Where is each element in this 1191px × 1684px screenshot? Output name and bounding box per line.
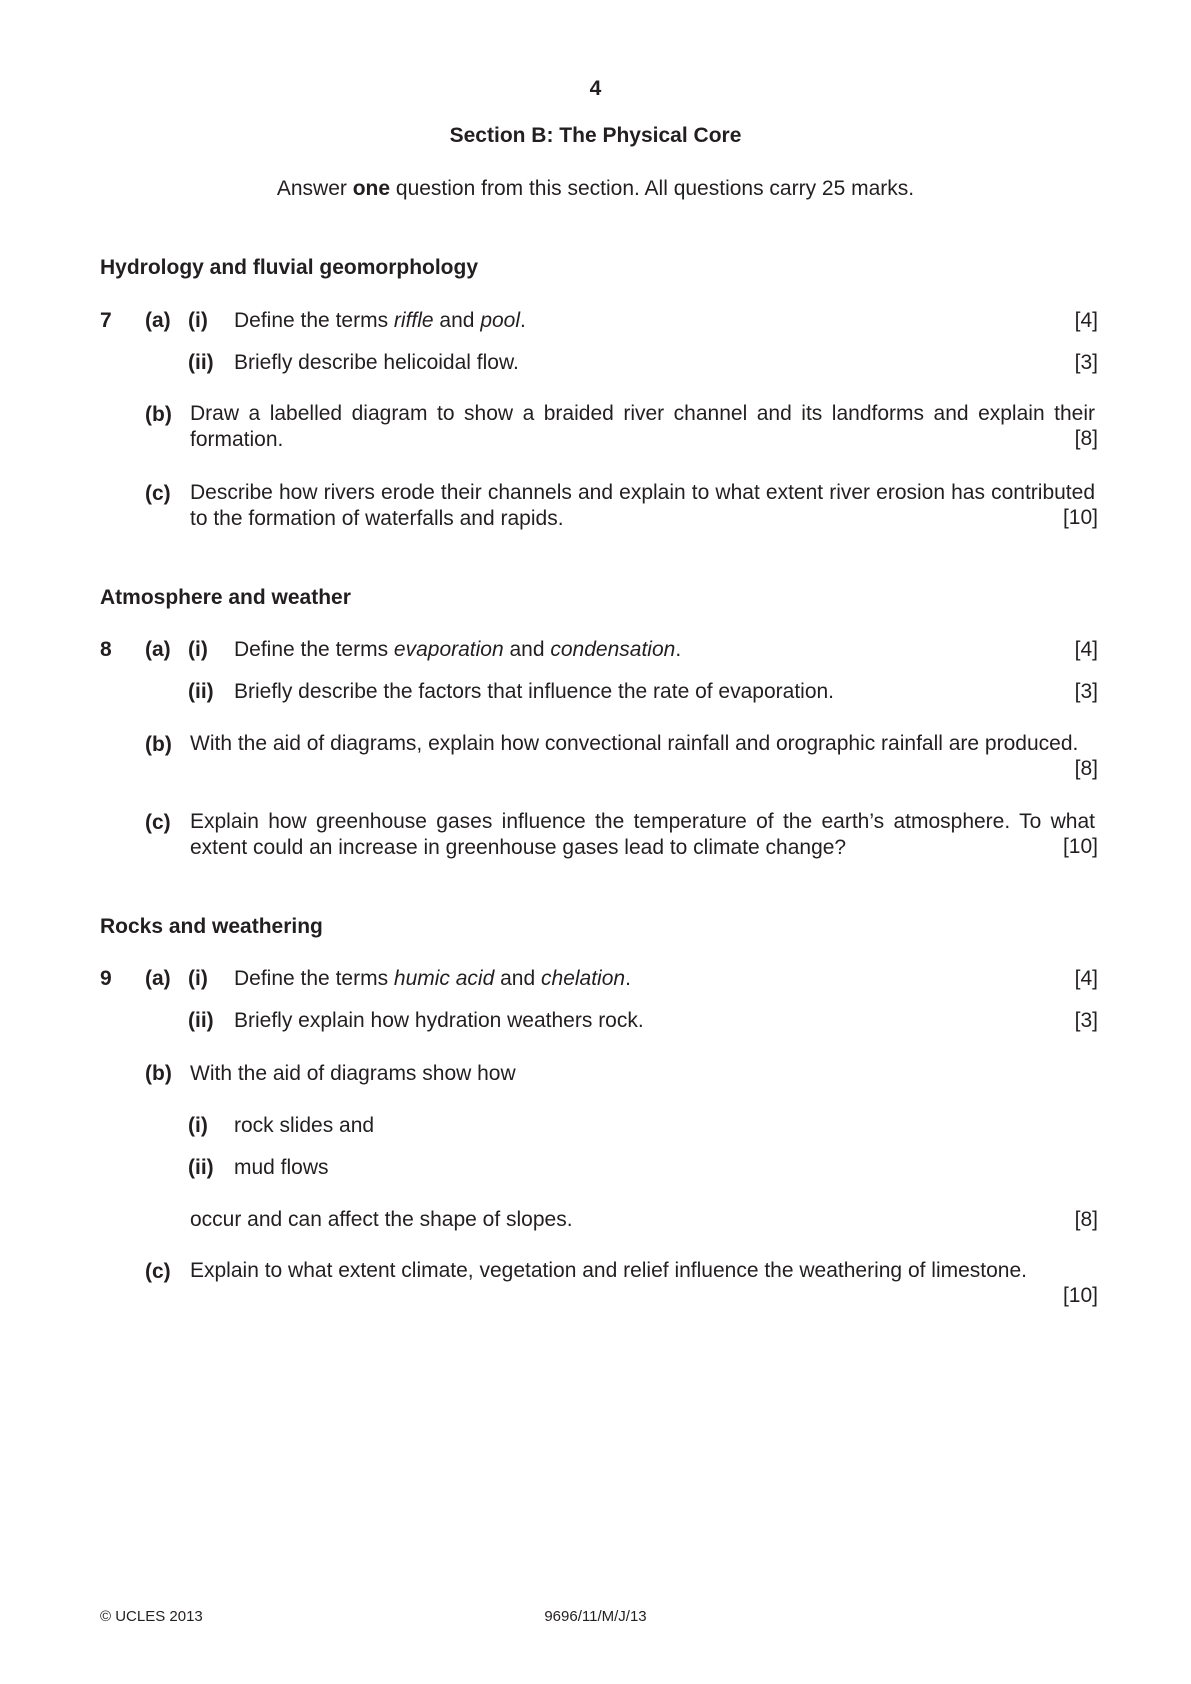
text-run: Define the terms xyxy=(234,309,394,332)
subpart-label: (i) xyxy=(188,967,208,990)
subpart-label: (i) xyxy=(188,638,208,661)
subpart-label: (i) xyxy=(188,309,208,332)
text-run: and xyxy=(494,967,542,990)
mark-allocation: [8] xyxy=(1074,427,1098,450)
question-text: Describe how rivers erode their channels and explain to what extent river erosion has contributed to the formation of waterfalls and rapids. xyxy=(190,481,1095,530)
section-instruction xyxy=(0,177,1191,201)
mark-allocation: [3] xyxy=(1074,351,1098,374)
question-text xyxy=(234,309,526,333)
mark-allocation: [8] xyxy=(1074,757,1098,780)
part-label: (a) xyxy=(145,967,171,990)
question-text: Draw a labelled diagram to show a braided river channel and its landforms and explain their formation. xyxy=(190,402,1095,451)
part-label: (c) xyxy=(145,482,171,505)
question-text xyxy=(234,638,681,662)
text-run: Define the terms xyxy=(234,967,394,990)
mark-allocation: [3] xyxy=(1074,1009,1098,1032)
mark-allocation: [4] xyxy=(1074,967,1098,990)
question-text: Explain to what extent climate, vegetation and relief influence the weathering of limestone. xyxy=(190,1259,1027,1282)
question-text: Briefly describe helicoidal flow. xyxy=(234,351,519,374)
mark-allocation: [4] xyxy=(1074,309,1098,332)
question-text: occur and can affect the shape of slopes. xyxy=(190,1208,573,1231)
question-text: With the aid of diagrams, explain how convectional rainfall and orographic rainfall are produced. xyxy=(190,732,1079,755)
subpart-label: (ii) xyxy=(188,351,214,374)
question-text: Explain how greenhouse gases influence the temperature of the earth’s atmosphere. To what extent could an increase in greenhouse gases lead to climate change? xyxy=(190,810,1095,859)
question-number: 7 xyxy=(100,309,112,332)
question-text xyxy=(234,967,631,991)
subpart-label: (ii) xyxy=(188,680,214,703)
list-item: rock slides and xyxy=(234,1114,375,1137)
mark-allocation: [3] xyxy=(1074,680,1098,703)
mark-allocation: [8] xyxy=(1074,1208,1098,1231)
part-label: (c) xyxy=(145,1260,171,1283)
topic-heading: Atmosphere and weather xyxy=(100,586,351,609)
term: evaporation xyxy=(393,638,504,661)
topic-heading: Hydrology and fluvial geomorphology xyxy=(100,256,479,279)
subpart-label: (i) xyxy=(188,1114,208,1137)
term: riffle xyxy=(393,309,434,332)
topic-heading: Rocks and weathering xyxy=(100,915,323,938)
term: pool xyxy=(480,309,521,332)
text-run: and xyxy=(433,309,481,332)
text-run: . xyxy=(675,638,682,661)
section-title: Section B: The Physical Core xyxy=(449,124,742,147)
question-number: 9 xyxy=(100,967,112,990)
mark-allocation: [4] xyxy=(1074,638,1098,661)
question-text: Briefly explain how hydration weathers rock. xyxy=(234,1009,644,1032)
mark-allocation: [10] xyxy=(1062,506,1098,529)
list-item: mud flows xyxy=(234,1156,329,1179)
instruction-text: Answer xyxy=(276,177,353,200)
term: humic acid xyxy=(393,967,495,990)
part-label: (b) xyxy=(145,403,172,426)
part-label: (a) xyxy=(145,309,171,332)
subpart-label: (ii) xyxy=(188,1156,214,1179)
part-label: (b) xyxy=(145,733,172,756)
text-run: Define the terms xyxy=(234,638,394,661)
mark-allocation: [10] xyxy=(1062,1284,1098,1307)
page-number: 4 xyxy=(589,77,602,100)
instruction-text-end: question from this section. All questions carry 25 marks. xyxy=(390,177,915,200)
instruction-emphasis: one xyxy=(352,177,391,200)
part-label: (a) xyxy=(145,638,171,661)
term: chelation xyxy=(541,967,626,990)
mark-allocation: [10] xyxy=(1062,835,1098,858)
copyright: © UCLES 2013 xyxy=(100,1608,203,1625)
question-number: 8 xyxy=(100,638,112,661)
question-text: With the aid of diagrams show how xyxy=(190,1062,516,1085)
text-run: . xyxy=(625,967,631,990)
text-run: . xyxy=(520,309,526,332)
question-text: Briefly describe the factors that influence the rate of evaporation. xyxy=(234,680,835,703)
part-label: (c) xyxy=(145,811,171,834)
part-label: (b) xyxy=(145,1062,172,1085)
paper-code: 9696/11/M/J/13 xyxy=(544,1608,647,1625)
subpart-label: (ii) xyxy=(188,1009,214,1032)
term: condensation xyxy=(550,638,676,661)
text-run: and xyxy=(503,638,551,661)
